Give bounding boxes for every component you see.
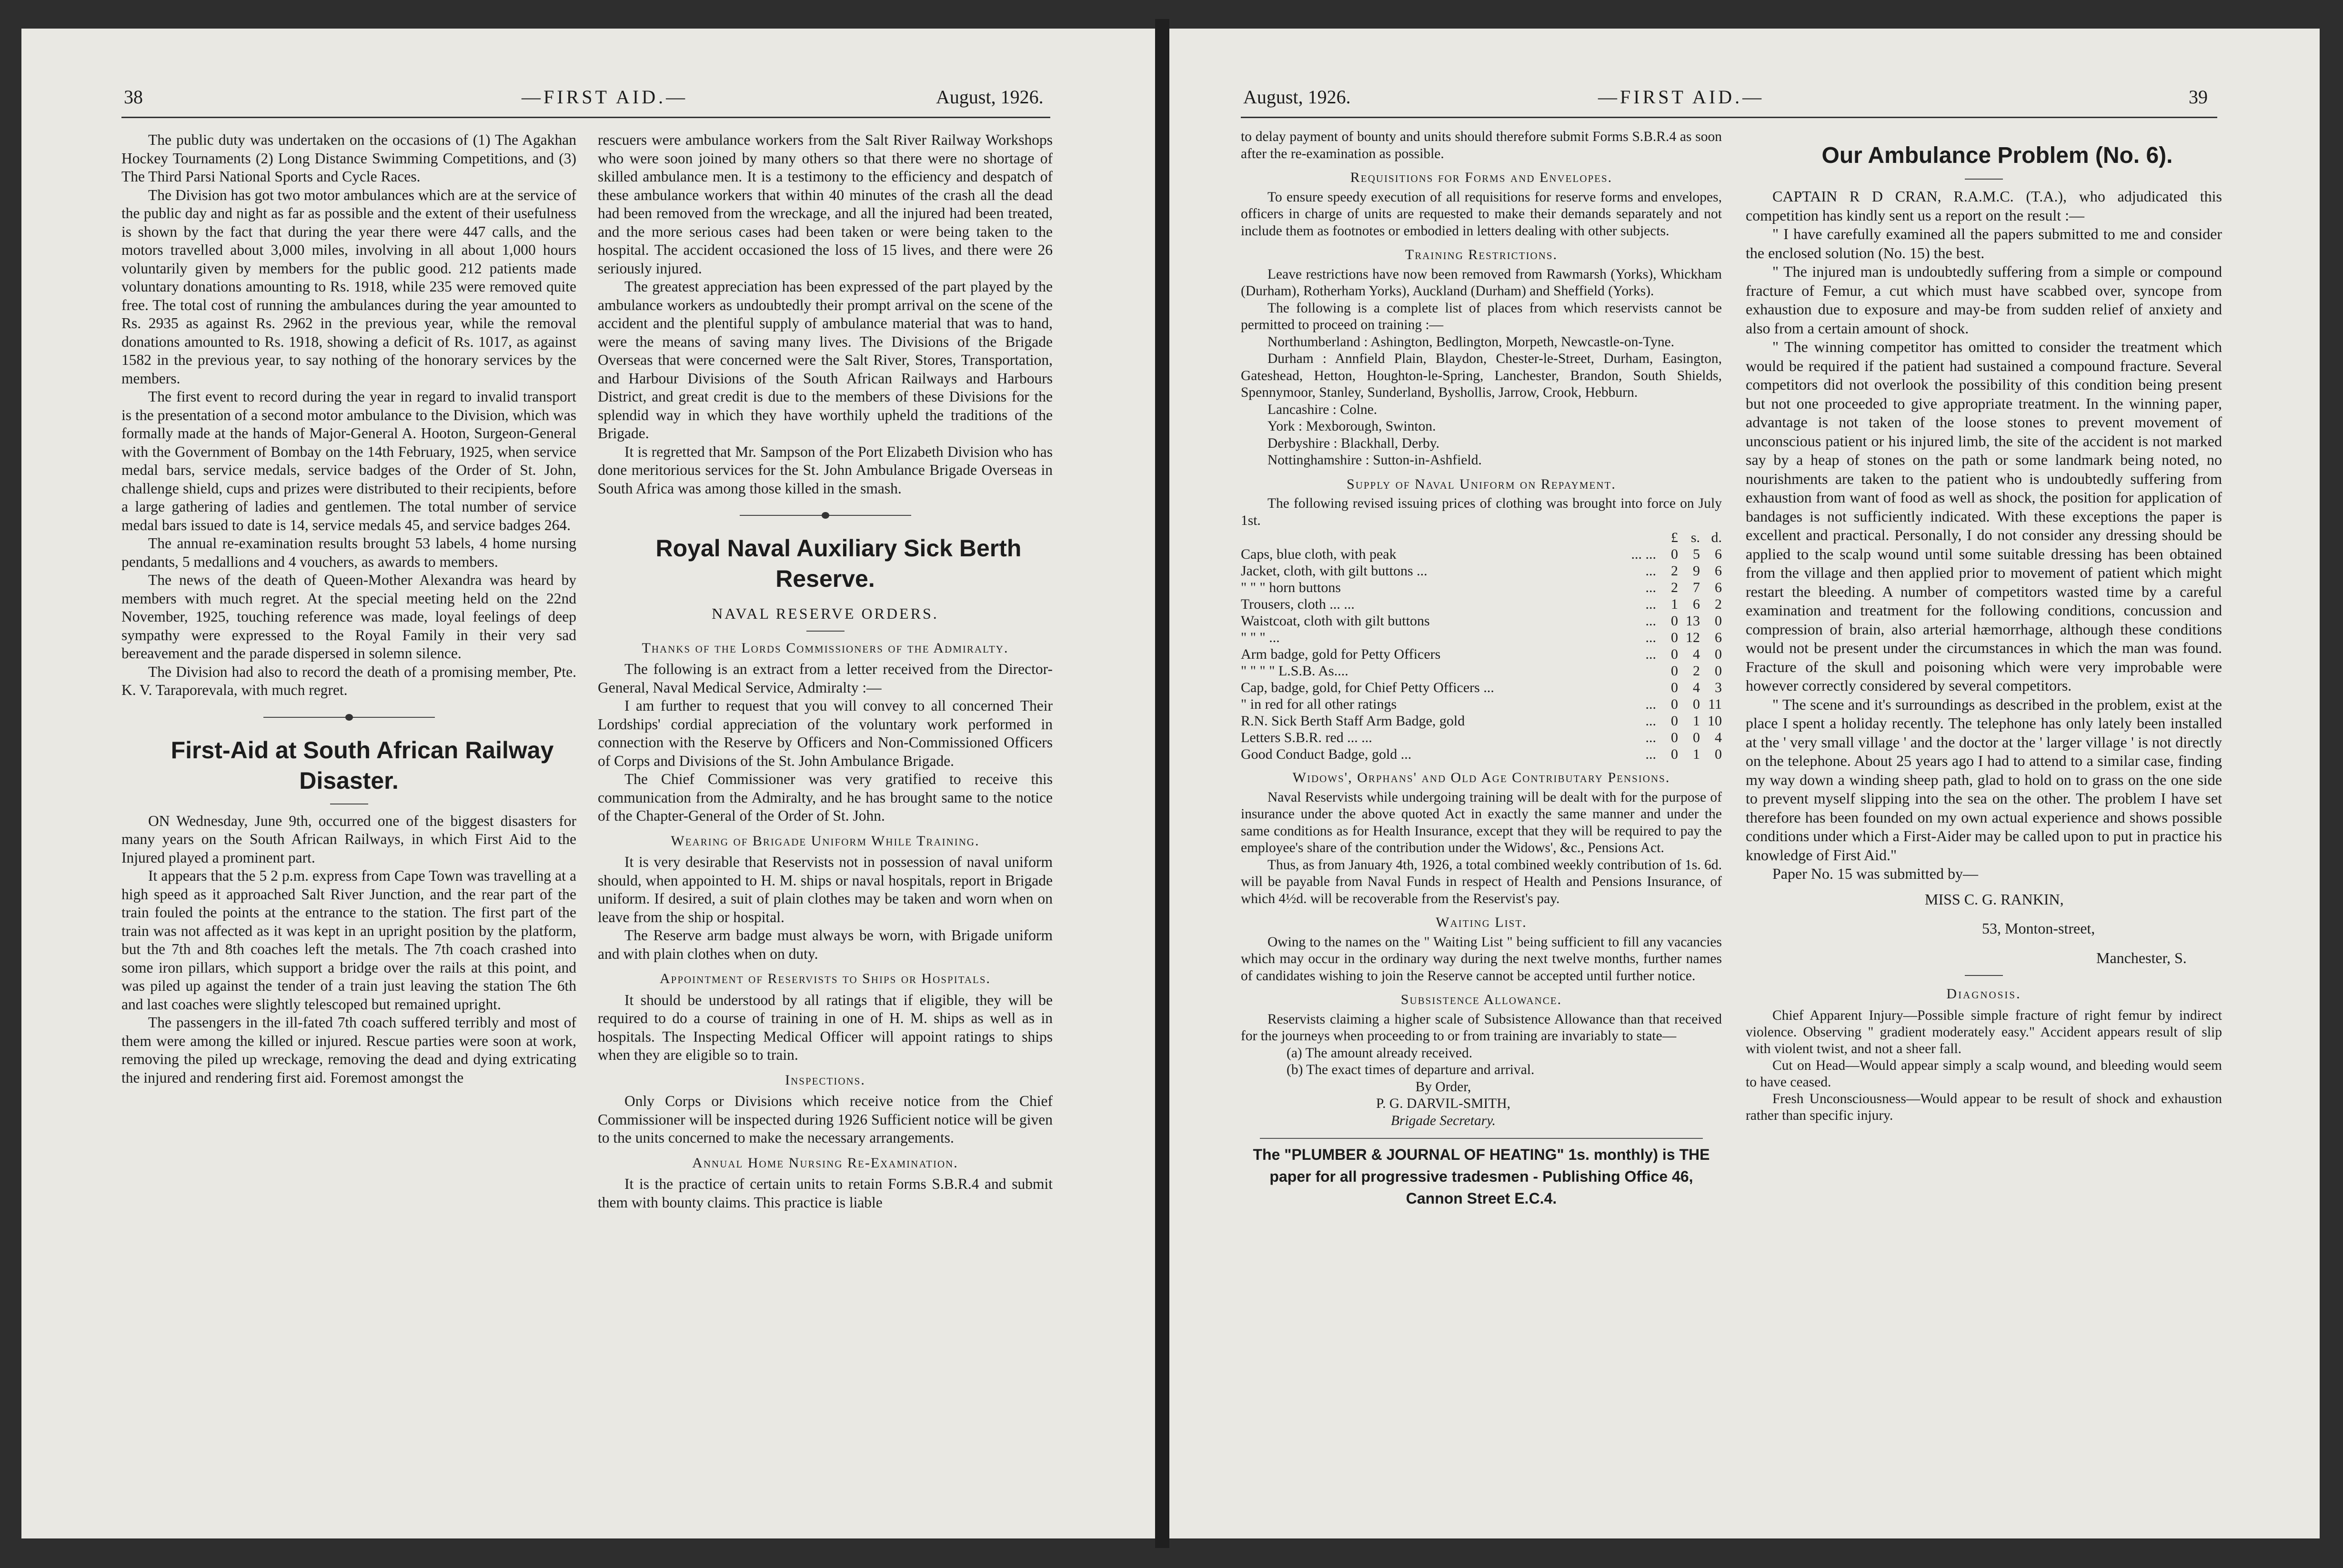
signature-name: P. G. DARVIL-SMITH, — [1376, 1096, 1510, 1111]
price-cell-d: 11 — [1708, 696, 1722, 712]
price-row — [1241, 546, 1722, 563]
left-head-rule — [121, 117, 1050, 118]
price-cell-dots: ... — [1645, 630, 1656, 645]
price-cell-d: 4 — [1715, 730, 1722, 745]
sa-railway-continued — [598, 131, 1053, 498]
right-page-number: 39 — [2189, 86, 2208, 108]
price-cell-item: Arm badge, gold for Petty Officers — [1241, 646, 1441, 662]
paragraph: The greatest appreciation has been expressed of the part played by the ambulance workers as undoubtedly their prompt arrival on the scene of the accident and the plentiful supply of ambulance material that was to hand, were the means of saving many lives. The Divisions of the Brigade Overseas that were concerned were the Salt River, Stores, Transportation, and Harbour Divisions of the South African Railways and Harbours District, and great credit is due to the members of these Divisions for the splendid way in which they have worthily upheld the traditions of the Brigade. — [598, 278, 1053, 442]
price-cell-item: Caps, blue cloth, with peak — [1241, 546, 1397, 562]
price-cell-item: Waistcoat, cloth with gilt buttons — [1241, 613, 1430, 629]
price-cell-item: Good Conduct Badge, gold ... — [1241, 746, 1412, 762]
right-page — [1169, 29, 2320, 1538]
price-cell-item: Jacket, cloth, with gilt buttons ... — [1241, 563, 1428, 579]
price-cell-item: Cap, badge, gold, for Chief Petty Officers ... — [1241, 680, 1494, 695]
price-cell-l: 0 — [1671, 613, 1678, 629]
paragraph: Leave restrictions have now been removed from Rawmarsh (Yorks), Whickham (Durham), Rotherham Yorks), Auckland (Durham) and Sheffield (Yorks). — [1241, 266, 1722, 299]
paragraph: The public duty was undertaken on the occasions of (1) The Agakhan Hockey Tournaments (2) Long Distance Swimming Competitions, and (3) The Third Parsi National Sports and Cycle Races. — [121, 131, 576, 185]
left-column-1 — [121, 131, 576, 1087]
duty-report-text — [121, 131, 576, 700]
waiting-list-title: Waiting List. — [1436, 915, 1527, 930]
subsistence-text: Reservists claiming a higher scale of Subsistence Allowance than that received for the journeys when proceeding to or from training are invariably to state— — [1241, 1011, 1722, 1044]
paragraph: Chief Apparent Injury—Possible simple fracture of right femur by indirect violence. Observing " gradient moderately easy." Accident appears result of slip with violent twist, and not a sheer fall. — [1746, 1007, 2222, 1056]
training-place-entry: Northumberland : Ashington, Bedlington, Morpeth, Newcastle-on-Tyne. — [1267, 334, 1675, 350]
price-cell-l: 0 — [1671, 746, 1678, 762]
price-cell-s: 1 — [1693, 713, 1700, 729]
price-cell-dots: ... — [1645, 563, 1656, 579]
price-cell-d: 6 — [1715, 580, 1722, 595]
price-cell-l: 2 — [1671, 580, 1678, 595]
paragraph: Fresh Unconsciousness—Would appear to be result of shock and exhaustion rather than specific injury. — [1746, 1091, 2222, 1123]
right-column-1 — [1241, 129, 1722, 1209]
subsistence-items — [1260, 1045, 1722, 1079]
paragraph: It appears that the 5 2 p.m. express from Cape Town was travelling at a high speed as it approached Salt River Junction, and the rear part of the train fouled the points at the entrance to the station. The first part of the train was not affected as it was kept in an upright position by the platform, but the 7th and 8th coaches left the metals. The 7th coach crashed into some iron pillars, which support a bridge over the rails at this point, and was piled up against the tender of a train just leaving the station The 6th and last coaches were slightly telescoped but remained upright. — [121, 867, 576, 1013]
section-separator — [740, 508, 911, 523]
shillings-header: s. — [1690, 530, 1700, 545]
price-cell-l: 1 — [1671, 596, 1678, 612]
paragraph: The following is a complete list of places from which reservists cannot be permitted to proceed on training :— — [1241, 300, 1722, 332]
right-date: August, 1926. — [1243, 86, 1351, 108]
price-cell-s: 6 — [1693, 596, 1700, 612]
pence-header: d. — [1711, 530, 1722, 545]
widows-text — [1241, 789, 1722, 908]
left-running-head — [21, 86, 1155, 114]
price-cell-dots — [1604, 679, 1656, 696]
training-place-entry: Durham : Annfield Plain, Blaydon, Chester-le-Street, Durham, Easington, Gateshead, Hetton, Houghton-le-Spring, Lanchester, Brandon, South Shields, Spennymoor, Stanley, Sunderland, Byshollis, Jarrow, Crook, Hebburn. — [1241, 351, 1722, 400]
paragraph: It is regretted that Mr. Sampson of the Port Elizabeth Division who has done meritorious services for the St. John Ambulance Brigade Overseas in South Africa was among those killed in the smash. — [598, 443, 1053, 497]
paragraph: The following is an extract from a letter received from the Director-General, Naval Medical Service, Admiralty :— — [598, 661, 1053, 696]
signature-role: Brigade Secretary. — [1390, 1113, 1496, 1128]
price-cell-l: 0 — [1671, 646, 1678, 662]
signature-line-1: By Order, — [1415, 1079, 1471, 1095]
price-cell-d: 2 — [1715, 596, 1722, 612]
price-cell-item: " " " " L.S.B. As.... — [1241, 663, 1348, 679]
price-cell-dots: ... ... — [1631, 546, 1656, 562]
training-place-entry: York : Mexborough, Swinton. — [1267, 419, 1436, 434]
paragraph: Naval Reservists while undergoing training will be dealt with for the purpose of insurance under the above quoted Act in exactly the same manner and under the same conditions as for Health Insurance, except that they will be required to pay the employee's share of the contribution under the Widows', &c., Pensions Act. — [1241, 789, 1722, 855]
heading-rule — [1965, 975, 2003, 976]
naval-section-title: Appointment of Reservists to Ships or Hospitals. — [659, 971, 991, 986]
winner-city: Manchester, S. — [2096, 949, 2187, 966]
paragraph: The Reserve arm badge must always be worn, with Brigade uniform and with plain clothes when on duty. — [598, 927, 1053, 962]
right-column-2 — [1746, 141, 2222, 1124]
price-row — [1241, 596, 1722, 613]
price-row — [1241, 729, 1722, 746]
training-places — [1241, 334, 1722, 469]
price-cell-l: 0 — [1671, 680, 1678, 695]
price-cell-d: 6 — [1715, 563, 1722, 579]
ambulance-problem-text — [1746, 187, 2222, 884]
paragraph: Paper No. 15 was submitted by— — [1772, 865, 1978, 882]
paragraph: Only Corps or Divisions which receive notice from the Chief Commissioner will be inspected during 1926 Sufficient notice will be given to the units concerned to make the necessary arrangements. — [598, 1093, 1053, 1146]
waiting-list-text: Owing to the names on the " Waiting List " being sufficient to fill any vacancies which may occur in the ordinary way during the next twelve months, further names of candidates wishing to join the Reserve cannot be accepted until further notice. — [1241, 934, 1722, 984]
price-cell-d: 0 — [1715, 663, 1722, 679]
price-cell-l: 2 — [1671, 563, 1678, 579]
royal-naval-heading: Royal Naval Auxiliary Sick Berth Reserve. — [655, 535, 1022, 592]
price-cell-item: Letters S.B.R. red ... ... — [1241, 730, 1372, 745]
price-cell-l: 0 — [1671, 730, 1678, 745]
naval-orders-subheading: NAVAL RESERVE ORDERS. — [712, 605, 939, 622]
plumber-journal-advert: The "PLUMBER & JOURNAL OF HEATING" 1s. monthly) is THE paper for all progressive tradesmen - Publishing Office 46, Cannon Street E.C.4. — [1253, 1146, 1710, 1207]
price-cell-s: 12 — [1686, 630, 1700, 645]
price-cell-s: 7 — [1693, 580, 1700, 595]
paragraph: It is very desirable that Reservists not in possession of naval uniform should, when appointed to H. M. ships or naval hospitals, report in Brigade uniform. If desired, a suit of plain clothes may be taken and worn when on leave from the ship or hospital. — [598, 854, 1053, 925]
price-cell-l: 0 — [1671, 713, 1678, 729]
right-running-title: —FIRST AID.— — [1598, 86, 1765, 108]
pounds-header: £ — [1671, 530, 1678, 545]
training-text — [1241, 266, 1722, 334]
paragraph: rescuers were ambulance workers from the Salt River Railway Workshops who were soon joined by many others so that there were no shortage of skilled ambulance men. It is a testimony to the efficiency and despatch of these ambulance workers that within 40 minutes of the crash all the dead had been removed from the wreckage, and all the injured had been treated, and the more serious cases had been taken or were being taken to the hospital. The accident occasioned the loss of 15 lives, and there were 26 seriously injured. — [598, 131, 1053, 277]
subsistence-title: Subsistence Allowance. — [1400, 992, 1562, 1007]
price-cell-s: 0 — [1693, 696, 1700, 712]
paragraph: The news of the death of Queen-Mother Alexandra was heard by members with much regret. At the special meeting held on the 22nd November, 1925, touching reference was made, loyal feelings of deep sympathy were expressed to the Royal Family in their very sad bereavement and the parade dispersed in solemn silence. — [121, 572, 576, 662]
price-cell-dots: ... — [1645, 646, 1656, 662]
price-cell-dots: ... — [1645, 746, 1656, 762]
sa-railway-heading: First-Aid at South African Railway Disaster. — [171, 736, 554, 794]
forms-intro: to delay payment of bounty and units should therefore submit Forms S.B.R.4 as soon after the re-examination as possible. — [1241, 129, 1722, 161]
price-cell-l: 0 — [1671, 546, 1678, 562]
clothing-price-table — [1241, 529, 1722, 763]
price-cell-l: 0 — [1671, 696, 1678, 712]
training-place-entry: Nottinghamshire : Sutton-in-Ashfield. — [1267, 452, 1482, 468]
paragraph: " I have carefully examined all the papers submitted to me and consider the enclosed solution (No. 15) the best. — [1746, 225, 2222, 261]
naval-section-title: Wearing of Brigade Uniform While Training. — [671, 833, 980, 849]
price-row — [1241, 563, 1722, 579]
price-cell-d: 0 — [1715, 613, 1722, 629]
naval-orders-sections — [598, 639, 1053, 1212]
advert-rule — [1260, 1138, 1703, 1139]
widows-title: Widows', Orphans' and Old Age Contributary Pensions. — [1292, 770, 1670, 785]
subsistence-item: (b) The exact times of departure and arrival. — [1287, 1062, 1535, 1077]
price-cell-item: " " " horn buttons — [1241, 580, 1341, 595]
price-row — [1241, 663, 1722, 679]
subsistence-item: (a) The amount already received. — [1287, 1045, 1473, 1061]
price-cell-l: 0 — [1671, 630, 1678, 645]
paragraph: CAPTAIN R D CRAN, R.A.M.C. (T.A.), who adjudicated this competition has kindly sent us a report on the result :— — [1746, 188, 2222, 224]
price-cell-l: 0 — [1671, 663, 1678, 679]
price-cell-s: 4 — [1693, 646, 1700, 662]
price-cell-d: 10 — [1708, 713, 1722, 729]
right-head-rule — [1241, 117, 2217, 118]
paragraph: " The injured man is undoubtedly suffering from a simple or compound fracture of Femur, a cut which must have scabbed over, syncope from exhaustion due to exposure and may-be from sudden relief of anxiety and also from a certain amount of shock. — [1746, 263, 2222, 337]
paragraph: The annual re-examination results brought 53 labels, 4 home nursing pendants, 5 medallions and 4 vouchers, as awards to members. — [121, 535, 576, 570]
naval-section-title: Annual Home Nursing Re-Examination. — [692, 1155, 958, 1171]
paragraph: " The winning competitor has omitted to consider the treatment which would be required if the patient had sustained a compound fracture. Several competitors did not overlook the possibility of this condition being present but not one proceeded to give appropriate treatment. In the winning paper, advantage is not taken of the loose stones to prevent movement of unconscious patient or his injured limb, the site of the accident is not marked say by a heap of stones on the path or some landmark being noted, no nourishments are taken to the patient who is undoubtedly suffering from exhaustion from want of food as well as shock, the position for application of bandages is not sufficiently indicated. With these exceptions the paper is excellent and practical. Personally, I do not consider any dressing should be applied to the scalp wound until some suitable dressing has been obtained from the village and then applied prior to movement of patient which might restart the bleeding. A number of competitors wasted time by a careful examination and treatment for the following conditions, concussion and compression of brain, also arterial hæmorrhage, although these conditions would not be present under the circumstances in which the man was found. Fracture of the skull and poisoning which were very improbable were however correctly considered by several competitors. — [1746, 338, 2222, 694]
paragraph: It should be understood by all ratings that if eligible, they will be required to do a course of training in one of H. M. ships as well as in hospitals. The Inspecting Medical Officer will appoint ratings to ships when they are eligible so to train. — [598, 991, 1053, 1063]
book-gutter — [1155, 19, 1169, 1548]
left-column-2 — [598, 131, 1053, 1212]
paragraph: " The scene and it's surroundings as described in the problem, exist at the place I spent a holiday recently. The telephone has only lately been installed at the ' very small village ' and the doctor at the ' larger village ' is not directly on the telephone. About 25 years ago I had to attend to a similar case, finding my way down a winding sheep path, glad to hold on to grass on the one side to prevent myself slipping into the sea on the other. The problem I have set therefore has been founded on my own actual experience and shows possible conditions under which a First-Aider may be called upon to put in practice his knowledge of First Aid." — [1746, 695, 2222, 864]
training-place-entry: Derbyshire : Blackhall, Derby. — [1267, 435, 1439, 451]
winner-address — [1898, 890, 2222, 968]
paragraph: It is the practice of certain units to retain Forms S.B.R.4 and submit them with bounty claims. This practice is liable — [598, 1176, 1053, 1211]
training-title: Training Restrictions. — [1405, 247, 1558, 262]
order-signature — [1241, 1079, 1646, 1130]
right-running-head — [1169, 86, 2320, 114]
price-row — [1241, 629, 1722, 646]
paragraph: I am further to request that you will convey to all concerned Their Lordships' cordial appreciation of the voluntary work performed in connection with the Reserve by Officers and Non-Commissioned Officers of Corps and Divisions of the St. John Ambulance Brigade. — [598, 697, 1053, 769]
price-cell-dots: ... — [1645, 613, 1656, 629]
supply-text: The following revised issuing prices of clothing was brought into force on July 1st. — [1241, 496, 1722, 528]
heading-rule — [806, 631, 845, 632]
price-row — [1241, 746, 1722, 763]
price-cell-s: 4 — [1693, 680, 1700, 695]
price-cell-item: " in red for all other ratings — [1241, 696, 1397, 712]
price-row — [1241, 579, 1722, 596]
paragraph: The Division has got two motor ambulances which are at the service of the public day and night as far as possible and the extent of their usefulness is shown by the fact that during the year there were 447 calls, and the motors travelled about 3,000 miles, involving in all about 1,000 hours voluntarily given by members for the public good. 212 patients made voluntary donations amounting to Rs. 1918, while 235 were removed quite free. The total cost of running the ambulances during the year amounted to Rs. 2935 as against Rs. 2962 in the previous year, while the removal donations amounted to Rs. 1918, showing a deficit of Rs. 1017, as against 1582 in the previous year, to say nothing of the honorary services by the members. — [121, 186, 576, 387]
price-cell-dots — [1604, 663, 1656, 679]
price-cell-dots: ... — [1645, 580, 1656, 595]
section-separator — [263, 710, 435, 724]
paragraph: Cut on Head—Would appear simply a scalp wound, and bleeding would seem to have ceased. — [1746, 1057, 2222, 1090]
training-place-entry: Lancashire : Colne. — [1267, 402, 1378, 417]
requisitions-text: To ensure speedy execution of all requisitions for reserve forms and envelopes, officers in charge of units are requested to make their demands separately and not include them as footnotes or embodied in letters dealing with other subjects. — [1241, 189, 1722, 239]
paragraph: The Chief Commissioner was very gratified to receive this communication from the Admiralty, and he has brought same to the notice of the Chapter-General of the Order of St. John. — [598, 771, 1053, 824]
paragraph: The passengers in the ill-fated 7th coach suffered terribly and most of them were among the killed or injured. Rescue parties were soon at work, removing the piled up wreckage, removing the dead and dying extricating the injured and rendering first aid. Foremost amongst the — [121, 1014, 576, 1086]
ambulance-problem-heading: Our Ambulance Problem (No. 6). — [1821, 143, 2173, 168]
heading-rule — [1965, 179, 2003, 180]
naval-section-title: Thanks of the Lords Commissioners of the Admiralty. — [642, 640, 1009, 656]
left-page-number: 38 — [124, 86, 143, 108]
price-cell-dots: ... — [1645, 730, 1656, 745]
price-cell-d: 3 — [1715, 680, 1722, 695]
requisitions-title: Requisitions for Forms and Envelopes. — [1350, 170, 1613, 185]
left-date: August, 1926. — [936, 86, 1044, 108]
price-cell-item: R.N. Sick Berth Staff Arm Badge, gold — [1241, 713, 1465, 729]
price-cell-s: 13 — [1686, 613, 1700, 629]
naval-section-title: Inspections. — [785, 1072, 865, 1088]
winner-name: MISS C. G. RANKIN, — [1925, 890, 2064, 908]
diagnosis-title: Diagnosis. — [1946, 986, 2021, 1002]
price-cell-item: " " " ... — [1241, 630, 1280, 645]
supply-title: Supply of Naval Uniform on Repayment. — [1347, 476, 1616, 492]
left-page — [21, 29, 1155, 1538]
paragraph: The Division had also to record the death of a promising member, Pte. K. V. Taraporevala, with much regret. — [121, 663, 576, 698]
price-cell-s: 2 — [1693, 663, 1700, 679]
price-row — [1241, 713, 1722, 729]
left-running-title: —FIRST AID.— — [522, 86, 688, 108]
paragraph: Thus, as from January 4th, 1926, a total combined weekly contribution of 1s. 6d. will be payable from Naval Funds in respect of Health and Pensions Insurance, of which 4½d. will be recoverable from the Reservist's pay. — [1241, 857, 1722, 906]
price-row — [1241, 613, 1722, 629]
diagnosis-text — [1746, 1007, 2222, 1124]
price-cell-item: Trousers, cloth ... ... — [1241, 596, 1355, 612]
price-cell-dots: ... — [1645, 596, 1656, 612]
price-cell-s: 0 — [1693, 730, 1700, 745]
price-cell-dots: ... — [1645, 713, 1656, 729]
price-row — [1241, 646, 1722, 663]
price-row — [1241, 696, 1722, 713]
price-cell-dots: ... — [1645, 696, 1656, 712]
winner-street: 53, Monton-street, — [1982, 920, 2095, 937]
price-cell-d: 0 — [1715, 646, 1722, 662]
paragraph: ON Wednesday, June 9th, occurred one of the biggest disasters for many years on the South African Railways, in which First Aid to the Injured played a prominent part. — [121, 812, 576, 866]
price-table-header — [1241, 529, 1722, 546]
price-cell-s: 9 — [1693, 563, 1700, 579]
price-cell-d: 6 — [1715, 546, 1722, 562]
sa-railway-text — [121, 812, 576, 1087]
price-cell-d: 0 — [1715, 746, 1722, 762]
price-cell-d: 6 — [1715, 630, 1722, 645]
price-cell-s: 1 — [1693, 746, 1700, 762]
paragraph: The first event to record during the year in regard to invalid transport is the presentation of a second motor ambulance to the Division, which was formally made at the hands of Major-General A. Hooton, Surgeon-General with the Government of Bombay on the 14th February, 1925, when service medal bars, service medals, service badges of the Order of St. John, challenge shield, cups and prizes were distributed to their recipients, before a large gathering of ladies and gentlemen. The total number of service medal bars issued to date is 14, service medals 45, and service badges 264. — [121, 388, 576, 533]
price-row — [1241, 679, 1722, 696]
price-cell-s: 5 — [1693, 546, 1700, 562]
